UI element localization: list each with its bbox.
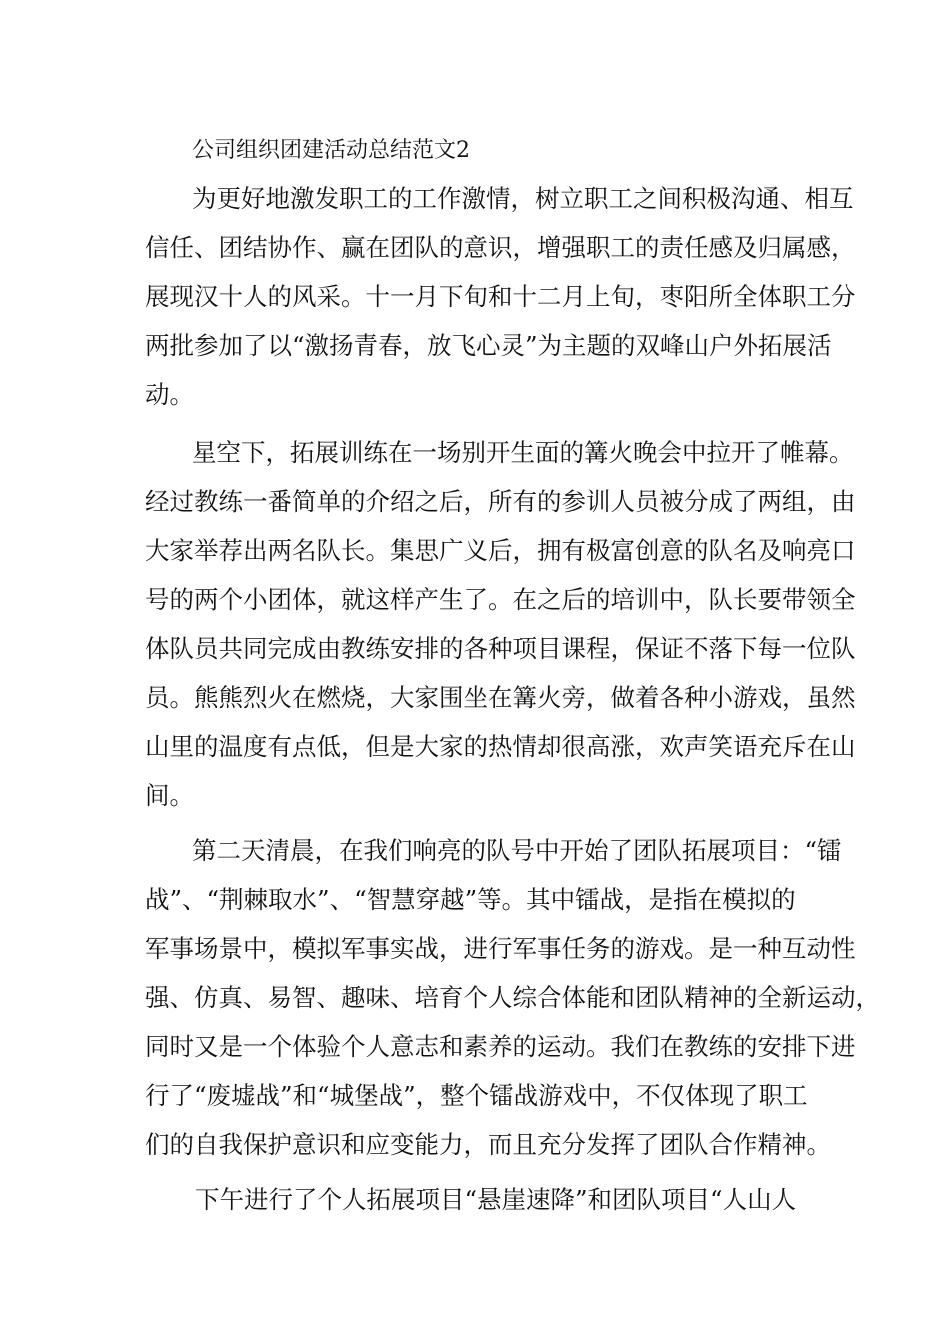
paragraph-line: 第二天清晨，在我们响亮的队号中开始了团队拓展项目：“镭 [192,836,842,865]
paragraph-line: 下午进行了个人拓展项目“悬崖速降”和团队项目“人山人 [195,1185,797,1214]
paragraph-line: 们的自我保护意识和应变能力，而且充分发挥了团队合作精神。 [145,1130,831,1159]
paragraph-line: 两批参加了以“激扬青春，放飞心灵”为主题的双峰山户外拓展活 [145,331,832,360]
paragraph-line: 间。 [145,781,194,810]
paragraph-line: 员。熊熊烈火在燃烧，大家围坐在篝火旁，做着各种小游戏，虽然 [145,683,856,712]
paragraph-line: 强、仿真、易智、趣味、培育个人综合体能和团队精神的全新运动， [145,983,880,1012]
paragraph-line: 为更好地激发职工的工作激情，树立职工之间积极沟通、相互 [192,184,854,213]
paragraph-line: 展现汉十人的风采。十一月下旬和十二月上旬，枣阳所全体职工分 [145,282,856,311]
paragraph-line: 号的两个小团体，就这样产生了。在之后的培训中，队长要带领全 [145,585,856,614]
paragraph-4 [145,1175,815,1224]
paragraph-line: 山里的温度有点低，但是大家的热情却很高涨，欢声笑语充斥在山 [145,732,856,761]
paragraph-line: 同时又是一个体验个人意志和素养的运动。我们在教练的安排下进 [145,1032,856,1061]
paragraph-line: 经过教练一番简单的介绍之后，所有的参训人员被分成了两组，由 [145,487,856,516]
paragraph-1 [145,174,856,419]
paragraph-line: 体队员共同完成由教练安排的各种项目课程，保证不落下每一位队 [145,634,856,663]
paragraph-line: 行了“废墟战”和“城堡战”，整个镭战游戏中，不仅体现了职工 [145,1081,808,1110]
paragraph-line: 动。 [145,380,194,409]
paragraph-3 [145,826,880,1169]
paragraph-line: 信任、团结协作、赢在团队的意识，增强职工的责任感及归属感， [145,233,856,262]
paragraph-line: 军事场景中，模拟军事实战，进行军事任务的游戏。是一种互动性 [145,934,856,963]
document-title: 公司组织团建活动总结范文2 [192,138,470,163]
paragraph-line: 战”、“荆棘取水”、“智慧穿越”等。其中镭战，是指在模拟的 [145,885,796,914]
paragraph-line: 星空下，拓展训练在一场别开生面的篝火晚会中拉开了帷幕。 [192,438,854,467]
paragraph-line: 大家举荐出两名队长。集思广义后，拥有极富创意的队名及响亮口 [145,536,856,565]
paragraph-2 [145,428,856,820]
